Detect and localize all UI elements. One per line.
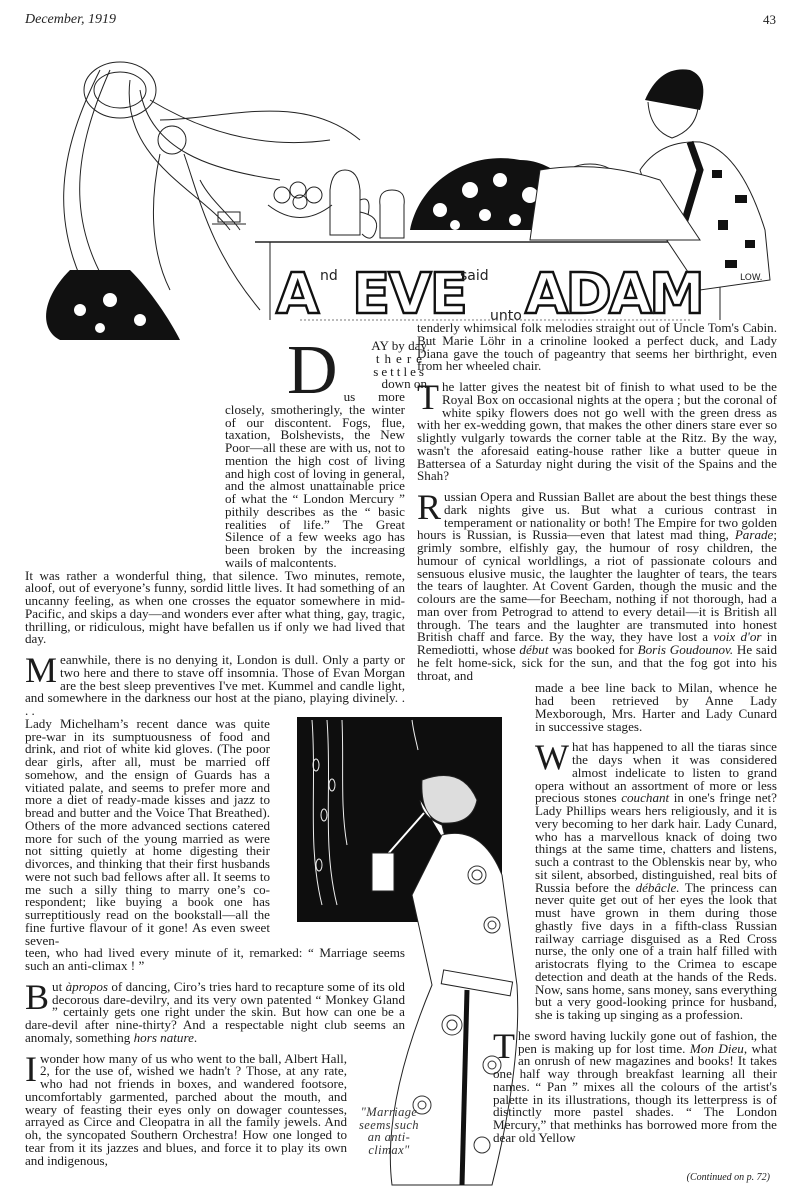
- left-column: [25, 332, 427, 1175]
- drop-cap-d: D: [287, 332, 338, 409]
- teapot-icon: [330, 170, 377, 238]
- svg-text:nd: nd: [320, 268, 338, 284]
- drop-cap-w: W: [535, 737, 569, 778]
- drop-cap-b: B: [25, 976, 50, 1017]
- man-figure-icon: [530, 69, 770, 290]
- svg-text:said: said: [460, 268, 489, 284]
- paragraph-silence: D AY by day there settles down on: [287, 332, 427, 409]
- article-title: [276, 262, 702, 327]
- paragraph-silence-wide: It was rather a wonderful thing, that silence. Two minutes, remote, aloof, out of everyone’s funny, sordid little lives. It had something of an uncanny feeling, as when one crosses the equator somewhere in mid-Pacific, and skips a day—and wonders ever after what thing, gay, tragic, thrilling, or ridiculous, might have befallen us if only we had lived that day.: [25, 567, 405, 647]
- paragraph-ciros: But àpropos of dancing, Ciro’s tries hard to recapture some of its old decorous dare-devilry, and its very own patented “ Monkey Gland ” certainly gets one right under the skin. But how can one be a dare-devil after nine-thirty? And a respectable night club seems an anomaly, something hors nature.: [25, 976, 405, 1045]
- paragraph-russian-opera: Russian Opera and Russian Ballet are about the best things these dark nights give us. But what a curious contrast in temperament or nationality or both! The Empire for two golden hours is Russian, is Russia—even that latest mad thing, Parade; grimly sombre, elfishly gay, the humour of rosy children, the humour of cynical worldlings, a riot of passionate colours and sensuous elusive music, the laughter the laughter of tears, the tears the tears of laughter. At Covent Garden, though the music and the colours are the same—for Beecham, nothing if not thorough, had a man over from Petrograd to attend to every detail—it is British all through. The tears and the laughter are transmuted into honest British chaff and farce. By the way, they have lost a voix d'or in Remediotti, whose début was booked for Boris Goudounov. He said he felt home-sick, sick for the sun, and that the fog got into his throat, and: [417, 487, 777, 683]
- page-number: 43: [763, 12, 776, 27]
- drop-cap-t: T: [417, 377, 439, 417]
- svg-text:unto: unto: [490, 308, 522, 324]
- paragraph-london-dull: Meanwhile, there is no denying it, London is dull. Only a party or two here and there to stave off insomnia. Those of Evan Morgan are the best sleep preventives I've met. Kummel and candle light, and somewhere in the darkness our host at the piano, playing divinely. . . .: [25, 650, 405, 718]
- illustration-caption: "Marriage seems such an anti-climax": [359, 1105, 419, 1157]
- svg-text:EVE: EVE: [352, 262, 466, 327]
- right-column: [417, 322, 777, 1153]
- paragraph-uncle-toms-cabin: tenderly whimsical folk melodies straight out of Uncle Tom's Cabin. But Marie Löhr in a crinoline looked a perfect duck, and Lady Diana gave the touch of pageantry that seems her birthright, even from her wheeled chair.: [417, 320, 777, 374]
- artist-signature: LOW.: [740, 273, 763, 283]
- paragraph-milan: made a bee line back to Milan, whence he had been retrieved by Anne Lady Mexborough, Mrs. Harter and Lady Cunard in successive stages.: [535, 680, 777, 734]
- paragraph-michelham: Lady Michelham’s recent dance was quite pre-war in its sumptuousness of food and drink, and riot of white kid gloves. (The poor dear girls, after all, must be married off somehow, and the ensign of Guards has a vitiated palate, and seems to prefer more and more a diet of ready-made kisses and jazz to bread and butter and the Voice That Breathed). Others of the more advanced sections catered more for such of the young married as were not sitting quietly at home digesting their divorces, and thinking that their first husbands were not such bad fellows after all. It seems to me such a silly thing to marry one’s co-respondent; like buying a book one has surreptitiously read on the bookstall—all the fine furtive flavour of it gone! As even sweet seven-: [25, 715, 270, 948]
- paragraph-royal-box: The latter gives the neatest bit of finish to what used to be the Royal Box on occasional nights at the opera ; but the coronal of white spiky flowers does not go well with the green dress as with her ex-wedding gown, that makes the other diners stare ever so slightly vulgarly towards the corner table at the Ritz. By the way, wasn't the aforesaid eating-house rather like a butter queue in Battersea of a Saturday night during the visit of the Spains and the Shah?: [417, 377, 777, 484]
- continued-link[interactable]: (Continued on p. 72): [686, 1172, 770, 1183]
- svg-text:A: A: [276, 262, 320, 327]
- paragraph-albert-hall: I wonder how many of us who went to the ball, Albert Hall, 2, for the use of, wished we hadn't ? Those, at any rate, who had not friends in boxes, and wandered footsore, uncomfortably garmented, parched about the mouth, and weary of feasting their eyes only on dowager countesses, arrayed as Circe and Cleopatra in all the family jewels. And oh, the syncopated Southern Orchestra! How one longed to tear from it its jazzes and blues, and force it to play its own and indigenous,: [25, 1048, 347, 1168]
- paragraph-anticlimax: teen, who had lived every minute of it, remarked: “ Marriage seems such an anti-climax ! ”: [25, 945, 405, 973]
- paragraph-new-magazines: The sword having luckily gone out of fashion, the pen is making up for lost time. Mon Dieu, what an onrush of new magazines and books! It takes one half way through breakfast learning all their names. “ Pan ” mixes all the colours of the artist's palette in its illustrations, though its letterpress is of distinctly more pastel shades. “ The London Mercury,” that methinks has borrowed more from the dear old Yellow: [493, 1025, 777, 1145]
- paragraph-tiaras: What has happened to all the tiaras since the days when it was considered almost indelicate to listen to grand opera without an assortment of more or less precious stones couchant in one's fringe net? Lady Phillips wears hers religiously, and it is very becoming to her dark hair. Lady Cunard, who has a marvellous knack of doing two things at the same time, chatters and listens, such a contrast to the Oblenskis near by, who sit silent, absorbed, distinguished, real bits of Russia before the débâcle. The princess can never quite get out of her eyes the look that must have grown in them during those ghastly five days in a fifth-class Russian railway carriage disguised as a Red Cross nurse, the only one of a train half filled with aristocrats flying to the Crimea to escape detection and death at the hands of the Reds. Now, sans home, sans money, sans everything but a very good-looking prince for husband, she is taking up singing as a profession.: [535, 737, 777, 1022]
- svg-text:ADAM: ADAM: [525, 262, 702, 327]
- issue-date: December, 1919: [25, 12, 116, 27]
- vase-icon: [380, 190, 405, 238]
- drop-cap-t2: T: [493, 1025, 515, 1066]
- drop-cap-i: I: [25, 1048, 37, 1089]
- drop-cap-m: M: [25, 650, 58, 690]
- drop-cap-r: R: [417, 487, 442, 527]
- header-illustration: [0, 30, 800, 340]
- paragraph-silence-body: us more closely, smotheringly, the winter of our discontent. Fogs, flue, taxation, Bolshevists, the New Poor—all these are with us, not to mention the high cost of living and high cost of loving in general, and the almost unattainable price of what the “ London Mercury ” pithily describes as the “ basic realities of life.” The Great Silence of a few weeks ago has been broken by the increasing wails of malcontents.: [225, 389, 405, 570]
